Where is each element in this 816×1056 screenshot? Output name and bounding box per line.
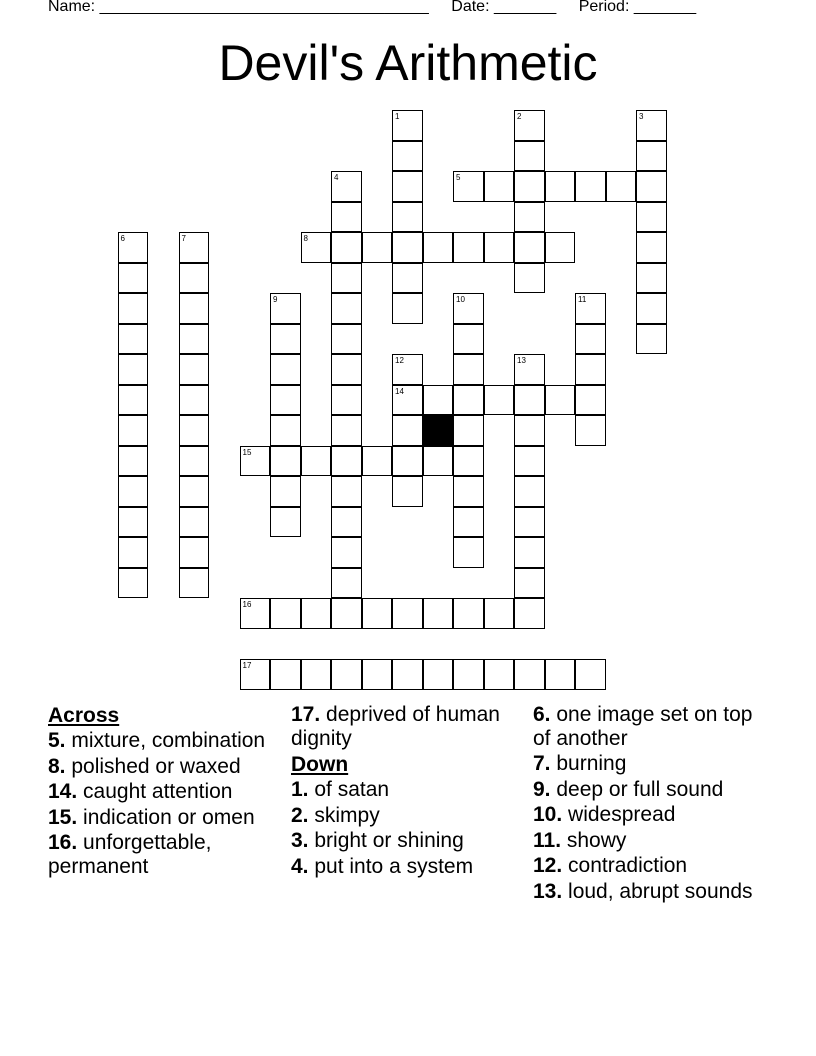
grid-cell[interactable]	[179, 324, 210, 355]
clue-number: 8.	[48, 754, 66, 778]
grid-cell[interactable]	[636, 232, 667, 263]
down-clue	[533, 778, 773, 802]
clue-text: bright or shining	[308, 829, 464, 852]
clue-text: one image set on top of another	[533, 703, 753, 750]
grid-cell[interactable]	[331, 476, 362, 507]
clue-text: deep or full sound	[550, 777, 724, 801]
grid-cell[interactable]	[514, 141, 545, 172]
grid-cell[interactable]	[331, 659, 362, 690]
down-clue	[533, 829, 773, 853]
grid-cell[interactable]	[514, 537, 545, 568]
grid-cell[interactable]	[270, 446, 301, 477]
grid-cell[interactable]	[636, 293, 667, 324]
grid-cell[interactable]	[636, 141, 667, 172]
down-clue	[533, 803, 773, 827]
clue-text: put into a system	[308, 854, 474, 878]
grid-cell[interactable]	[118, 263, 149, 294]
grid-cell[interactable]	[392, 232, 423, 263]
grid-cell[interactable]	[514, 476, 545, 507]
grid-cell[interactable]	[514, 171, 545, 202]
grid-cell[interactable]	[484, 385, 515, 416]
clue-number: 15.	[48, 805, 78, 829]
down-clue	[291, 804, 531, 828]
across-clue	[48, 806, 288, 830]
grid-cell[interactable]	[331, 598, 362, 629]
grid-cell[interactable]	[331, 293, 362, 324]
grid-cell[interactable]	[392, 141, 423, 172]
grid-cell[interactable]	[392, 476, 423, 507]
clue-number-13: 13	[517, 356, 526, 365]
clue-number-16: 16	[242, 600, 252, 609]
grid-cell[interactable]	[270, 476, 301, 507]
clue-number-2: 2	[517, 112, 522, 121]
clue-text: deprived of human dignity	[291, 703, 500, 750]
grid-cell[interactable]	[270, 324, 301, 355]
clue-text: showy	[561, 828, 627, 852]
grid-cell[interactable]	[331, 202, 362, 233]
clue-number: 4.	[291, 854, 309, 878]
grid-cell[interactable]	[453, 446, 484, 477]
grid-cell[interactable]	[331, 263, 362, 294]
across-clue	[48, 831, 288, 878]
grid-cell[interactable]	[514, 568, 545, 599]
down-clue	[533, 703, 773, 750]
across-heading: Across	[48, 704, 120, 727]
grid-cell[interactable]	[362, 446, 393, 477]
clue-number: 12.	[533, 854, 563, 877]
grid-cell[interactable]	[362, 232, 393, 263]
grid-cell[interactable]	[331, 415, 362, 446]
grid-cell[interactable]	[514, 507, 545, 538]
grid-cell[interactable]	[331, 446, 362, 477]
across-clue	[48, 755, 288, 779]
clue-number-14: 14	[395, 386, 404, 396]
clue-text: loud, abrupt sounds	[562, 879, 753, 903]
clue-text: skimpy	[308, 803, 380, 827]
clue-text: caught attention	[77, 780, 233, 803]
grid-cell[interactable]	[484, 659, 515, 690]
clue-number: 14.	[48, 780, 78, 803]
grid-cell[interactable]	[606, 171, 637, 202]
grid-cell[interactable]	[392, 293, 423, 324]
clue-text: of satan	[308, 778, 390, 801]
grid-cell[interactable]	[301, 598, 332, 629]
grid-cell[interactable]	[362, 659, 393, 690]
grid-cell[interactable]	[636, 171, 667, 202]
grid-cell[interactable]	[423, 659, 454, 690]
grid-cell[interactable]	[118, 446, 149, 477]
grid-cell[interactable]	[575, 354, 606, 385]
grid-cell[interactable]	[331, 507, 362, 538]
grid-cell[interactable]	[514, 263, 545, 294]
down-clue	[291, 778, 531, 802]
grid-cell[interactable]	[179, 537, 210, 568]
grid-cell[interactable]	[179, 507, 210, 538]
grid-cell[interactable]	[301, 446, 332, 477]
clue-number: 16.	[48, 831, 78, 854]
grid-cell[interactable]	[484, 171, 515, 202]
name-field[interactable]: Name: _____________________________________	[48, 0, 429, 15]
grid-cell[interactable]	[484, 598, 515, 629]
clue-number: 13.	[533, 879, 563, 903]
grid-cell[interactable]	[423, 598, 454, 629]
clue-column-2	[291, 703, 531, 880]
grid-cell[interactable]	[545, 385, 576, 416]
grid-cell[interactable]	[179, 263, 210, 294]
grid-cell[interactable]	[270, 659, 301, 690]
grid-cell[interactable]	[545, 171, 576, 202]
grid-cell[interactable]	[179, 415, 210, 446]
clue-number: 11.	[533, 828, 562, 852]
grid-cell[interactable]	[453, 232, 484, 263]
grid-cell[interactable]	[118, 568, 149, 599]
grid-cell[interactable]	[514, 446, 545, 477]
period-field[interactable]: Period: _______	[578, 0, 697, 15]
clue-number-10: 10	[456, 295, 465, 304]
down-clue	[533, 880, 773, 904]
grid-cell[interactable]	[270, 415, 301, 446]
grid-cell[interactable]	[179, 293, 210, 324]
clue-number: 9.	[533, 777, 551, 801]
clue-number-17: 17	[242, 661, 252, 670]
grid-cell[interactable]	[118, 354, 149, 385]
grid-cell[interactable]	[575, 415, 606, 446]
grid-cell[interactable]	[453, 507, 484, 538]
grid-cell[interactable]	[514, 598, 545, 629]
grid-cell[interactable]	[270, 354, 301, 385]
grid-cell[interactable]	[301, 659, 332, 690]
down-heading: Down	[291, 753, 349, 776]
down-clue	[291, 829, 531, 853]
clue-text: widespread	[562, 803, 676, 826]
grid-cell[interactable]	[179, 385, 210, 416]
grid-cell[interactable]	[392, 446, 423, 477]
clue-text: polished or waxed	[65, 754, 241, 778]
clue-number-4: 4	[334, 173, 339, 182]
clue-number: 2.	[291, 803, 309, 827]
grid-cell[interactable]	[118, 507, 149, 538]
grid-cell[interactable]	[179, 568, 210, 599]
across-clue	[291, 703, 531, 750]
down-clue	[533, 752, 773, 776]
grid-cell[interactable]	[423, 232, 454, 263]
grid-cell[interactable]	[545, 659, 576, 690]
grid-cell[interactable]	[514, 232, 545, 263]
clue-number-5: 5	[456, 173, 461, 182]
clue-column-3	[533, 703, 773, 905]
grid-cell[interactable]	[392, 415, 423, 446]
clue-number-9: 9	[273, 295, 278, 304]
grid-cell[interactable]	[331, 354, 362, 385]
clue-number: 10.	[533, 803, 563, 826]
clue-number: 7.	[533, 752, 551, 775]
clue-text: unforgettable, permanent	[48, 831, 212, 878]
clue-text: mixture, combination	[65, 729, 266, 752]
clue-number-11: 11	[578, 295, 587, 304]
clue-number: 5.	[48, 729, 66, 752]
grid-cell[interactable]	[453, 537, 484, 568]
date-field[interactable]: Date: _______	[451, 0, 557, 15]
grid-cell[interactable]	[179, 446, 210, 477]
grid-cell[interactable]	[453, 354, 484, 385]
grid-cell[interactable]	[392, 659, 423, 690]
grid-cell[interactable]	[270, 598, 301, 629]
grid-cell[interactable]	[636, 324, 667, 355]
grid-cell[interactable]	[453, 415, 484, 446]
across-clue	[48, 729, 288, 753]
grid-cell[interactable]	[514, 202, 545, 233]
grid-cell[interactable]	[514, 415, 545, 446]
puzzle-title: Devil's Arithmetic	[218, 35, 598, 91]
grid-cell[interactable]	[392, 598, 423, 629]
grid-cell[interactable]	[179, 354, 210, 385]
grid-cell[interactable]	[453, 476, 484, 507]
grid-cell[interactable]	[514, 659, 545, 690]
clue-number-1: 1	[395, 112, 400, 121]
grid-cell[interactable]	[392, 171, 423, 202]
grid-cell[interactable]	[636, 263, 667, 294]
clue-number: 3.	[291, 829, 309, 852]
grid-cell[interactable]	[118, 324, 149, 355]
grid-cell[interactable]	[484, 232, 515, 263]
grid-cell[interactable]	[179, 476, 210, 507]
grid-cell[interactable]	[392, 202, 423, 233]
grid-cell[interactable]	[575, 385, 606, 416]
grid-cell[interactable]	[362, 598, 393, 629]
grid-cell[interactable]	[118, 385, 149, 416]
grid-cell[interactable]	[118, 293, 149, 324]
grid-cell[interactable]	[270, 385, 301, 416]
grid-cell[interactable]	[331, 537, 362, 568]
clue-number: 17.	[291, 703, 321, 726]
grid-cell[interactable]	[575, 324, 606, 355]
clue-text: contradiction	[562, 854, 688, 877]
grid-cell[interactable]	[423, 385, 454, 416]
clue-text: burning	[550, 752, 627, 775]
grid-cell[interactable]	[636, 202, 667, 233]
clue-number-7: 7	[181, 234, 186, 243]
grid-cell[interactable]	[514, 385, 545, 416]
grid-cell[interactable]	[118, 415, 149, 446]
clue-number-12: 12	[395, 356, 404, 365]
grid-cell[interactable]	[331, 232, 362, 263]
clue-number-6: 6	[120, 234, 125, 243]
clue-number-3: 3	[639, 112, 644, 121]
grid-cell[interactable]	[270, 507, 301, 538]
grid-cell[interactable]	[453, 324, 484, 355]
across-clue	[48, 780, 288, 804]
clue-text: indication or omen	[77, 805, 255, 829]
grid-cell[interactable]	[331, 385, 362, 416]
grid-cell[interactable]	[453, 385, 484, 416]
grid-cell[interactable]	[575, 659, 606, 690]
grid-cell[interactable]	[453, 659, 484, 690]
clue-number-15: 15	[242, 447, 252, 457]
grid-cell[interactable]	[118, 476, 149, 507]
grid-cell[interactable]	[331, 568, 362, 599]
clue-number: 1.	[291, 778, 309, 801]
grid-cell[interactable]	[331, 324, 362, 355]
clue-number: 6.	[533, 703, 551, 726]
grid-cell[interactable]	[423, 446, 454, 477]
grid-cell[interactable]	[392, 263, 423, 294]
black-square	[423, 415, 454, 446]
clue-column-1	[48, 703, 288, 880]
grid-cell[interactable]	[545, 232, 576, 263]
grid-cell[interactable]	[453, 598, 484, 629]
grid-cell[interactable]	[575, 171, 606, 202]
down-clue	[291, 855, 531, 879]
grid-cell[interactable]	[118, 537, 149, 568]
down-clue	[533, 854, 773, 878]
clue-number-8: 8	[303, 234, 308, 243]
